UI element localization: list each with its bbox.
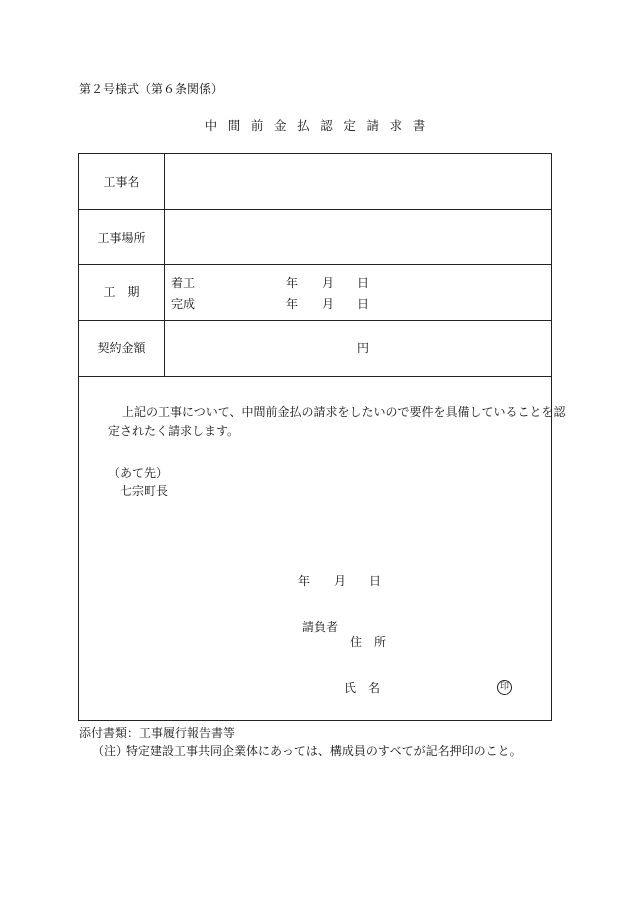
document-title: 中間前金払認定請求書 <box>204 118 436 133</box>
start-day-label: 日 <box>357 276 370 290</box>
request-date-year: 年 <box>298 574 311 588</box>
addressee: 七宗町長 <box>120 484 169 498</box>
construction-location-field[interactable] <box>165 210 551 264</box>
address-label: 住 所 <box>350 635 387 649</box>
seal-mark: 印 <box>497 680 512 695</box>
row-divider <box>79 376 551 377</box>
end-month-label: 月 <box>322 297 335 311</box>
note-label: （注） <box>92 744 129 758</box>
form-number: 第２号様式（第６条関係） <box>79 82 224 96</box>
request-form-table <box>78 153 566 721</box>
yen-unit: 円 <box>357 341 370 355</box>
name-label: 氏 名 <box>344 681 381 695</box>
construction-period-label: 工 期 <box>103 285 140 299</box>
request-date-month: 月 <box>334 574 347 588</box>
note-text: 特定建設工事共同企業体にあっては、構成員のすべてが記名押印のこと。 <box>126 744 522 758</box>
applicant-label: 請負者 <box>302 620 339 634</box>
construction-name-label: 工事名 <box>103 175 140 189</box>
start-label: 着工 <box>171 276 196 290</box>
end-day-label: 日 <box>357 297 370 311</box>
end-label: 完成 <box>171 297 196 311</box>
contract-amount-label: 契約金額 <box>97 341 146 355</box>
request-text-line1: 上記の工事について、中間前金払の請求をしたいので要件を具備していることを認 <box>122 405 566 419</box>
addressee-label: （あて先） <box>108 466 169 480</box>
request-text-line2: 定されたく請求します。 <box>108 424 240 438</box>
request-date-day: 日 <box>369 574 382 588</box>
start-year-label: 年 <box>286 276 299 290</box>
end-year-label: 年 <box>286 297 299 311</box>
row-divider <box>79 320 551 321</box>
start-month-label: 月 <box>322 276 335 290</box>
attachments-note: 添付書類：工事履行報告書等 <box>79 726 236 740</box>
row-divider <box>79 264 551 265</box>
construction-location-label: 工事場所 <box>97 231 146 245</box>
construction-name-field[interactable] <box>165 154 551 209</box>
